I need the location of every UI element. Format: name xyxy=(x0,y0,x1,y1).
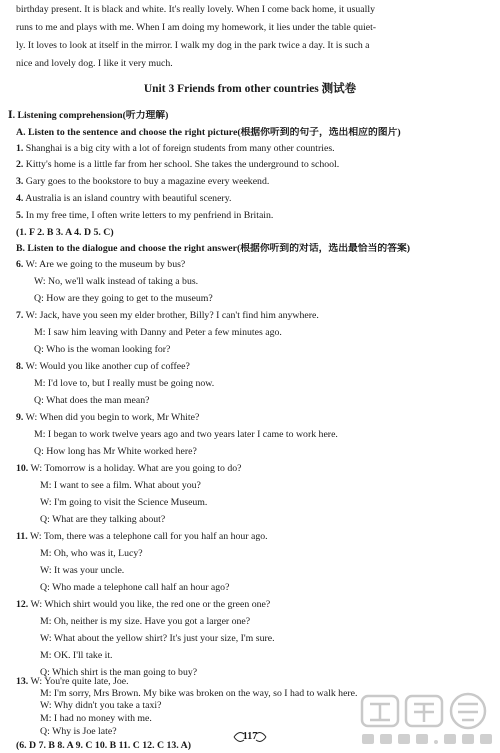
part-a-heading: A. Listen to the sentence and choose the right picture(根据你听到的句子，选出相应的图片) xyxy=(16,127,401,138)
question-number: 3. xyxy=(16,176,24,187)
dialogue-line: Q: Which shirt is the man going to buy? xyxy=(40,667,198,678)
question-text: In my free time, I often write letters to my penfriend in Britain. xyxy=(23,210,274,221)
question-number: 13. xyxy=(16,676,29,687)
dialogue-line: Q: What are they talking about? xyxy=(40,514,166,525)
dialogue-line: M: Oh, who was it, Lucy? xyxy=(40,548,143,559)
question-item xyxy=(16,143,486,155)
question-item xyxy=(16,210,486,222)
dialogue-text: W: You're quite late, Joe. xyxy=(28,676,129,687)
question-text: Kitty's home is a little far from her school. She takes the underground to school. xyxy=(23,159,340,170)
dialogue-line: Q: Who is the woman looking for? xyxy=(34,344,171,355)
dialogue-line: M: I saw him leaving with Danny and Peter a few minutes ago. xyxy=(34,327,282,338)
dialogue-text: W: Tomorrow is a holiday. What are you going to do? xyxy=(28,463,242,474)
dialogue-line: W: No, we'll walk instead of taking a bus. xyxy=(34,276,199,287)
question-number: 2. xyxy=(16,159,24,170)
dialogue-line: Q: Why is Joe late? xyxy=(40,726,117,737)
question-text: Shanghai is a big city with a lot of foreign students from many other countries. xyxy=(23,143,335,154)
question-item xyxy=(16,159,486,171)
dialogue-text: W: Which shirt would you like, the red one or the green one? xyxy=(28,599,271,610)
dialogue-line: M: I had no money with me. xyxy=(40,713,152,724)
question-number: 12. xyxy=(16,599,29,610)
dialogue-line: M: I'd love to, but I really must be going now. xyxy=(34,378,215,389)
dialogue-text: W: Jack, have you seen my elder brother, Billy? I can't find him anywhere. xyxy=(23,310,319,321)
question-number: 6. xyxy=(16,259,24,270)
dialogue-line: M: I began to work twelve years ago and two years later I came to work here. xyxy=(34,429,338,440)
dialogue-text: W: Are we going to the museum by bus? xyxy=(23,259,186,270)
dialogue-line xyxy=(16,531,486,543)
watermark-logo-icon xyxy=(358,690,498,750)
answer-key: (6. D 7. B 8. A 9. C 10. B 11. C 12. C 13. A) xyxy=(16,740,191,751)
question-item xyxy=(16,176,486,188)
intro-line: ly. It loves to look at itself in the mirror. I walk my dog in the park twice a day. It is such a xyxy=(16,40,370,51)
dialogue-text: W: Tom, there was a telephone call for you half an hour ago. xyxy=(27,531,268,542)
dialogue-line: W: I'm going to visit the Science Museum. xyxy=(40,497,208,508)
question-number: 7. xyxy=(16,310,24,321)
dialogue-line: W: Why didn't you take a taxi? xyxy=(40,700,162,711)
page-number xyxy=(230,728,270,746)
section-heading: Ⅰ. Listening comprehension(听力理解) xyxy=(8,110,169,121)
question-text: Australia is an island country with beautiful scenery. xyxy=(23,193,232,204)
question-text: Gary goes to the bookstore to buy a magazine every weekend. xyxy=(23,176,270,187)
question-number: 1. xyxy=(16,143,24,154)
question-number: 5. xyxy=(16,210,24,221)
part-b-heading: B. Listen to the dialogue and choose the right answer(根据你听到的对话，选出最恰当的答案) xyxy=(16,243,411,254)
question-number: 4. xyxy=(16,193,24,204)
page-number-text: 117 xyxy=(242,731,258,742)
intro-line: nice and lovely dog. I like it very much. xyxy=(16,58,173,69)
dialogue-line: W: What about the yellow shirt? It's just your size, I'm sure. xyxy=(40,633,275,644)
dialogue-line: Q: How are they going to get to the museum? xyxy=(34,293,213,304)
question-number: 11. xyxy=(16,531,28,542)
intro-line: birthday present. It is black and white. It's really lovely. When I come back home, it usually xyxy=(16,4,375,15)
question-number: 10. xyxy=(16,463,29,474)
question-item xyxy=(16,193,486,205)
dialogue-line xyxy=(16,412,486,424)
dialogue-line: Q: What does the man mean? xyxy=(34,395,150,406)
dialogue-line xyxy=(16,676,486,688)
dialogue-line: W: It was your uncle. xyxy=(40,565,125,576)
dialogue-line: M: I want to see a film. What about you? xyxy=(40,480,201,491)
dialogue-line: M: I'm sorry, Mrs Brown. My bike was broken on the way, so I had to walk here. xyxy=(40,688,358,699)
question-number: 9. xyxy=(16,412,24,423)
dialogue-line: M: Oh, neither is my size. Have you got a larger one? xyxy=(40,616,251,627)
dialogue-line xyxy=(16,259,486,271)
answer-key: (1. F 2. B 3. A 4. D 5. C) xyxy=(16,227,114,238)
dialogue-text: W: Would you like another cup of coffee? xyxy=(23,361,190,372)
page-title: Unit 3 Friends from other countries 测试卷 xyxy=(143,83,357,95)
intro-line: runs to me and plays with me. When I am doing my homework, it lies under the table quiet- xyxy=(16,22,377,33)
dialogue-line xyxy=(16,463,486,475)
dialogue-line xyxy=(16,310,486,322)
dialogue-line: M: OK. I'll take it. xyxy=(40,650,113,661)
dialogue-line xyxy=(16,599,486,611)
dialogue-text: W: When did you begin to work, Mr White? xyxy=(23,412,200,423)
dialogue-line: Q: How long has Mr White worked here? xyxy=(34,446,197,457)
dialogue-line xyxy=(16,361,486,373)
question-number: 8. xyxy=(16,361,24,372)
dialogue-line: Q: Who made a telephone call half an hour ago? xyxy=(40,582,230,593)
